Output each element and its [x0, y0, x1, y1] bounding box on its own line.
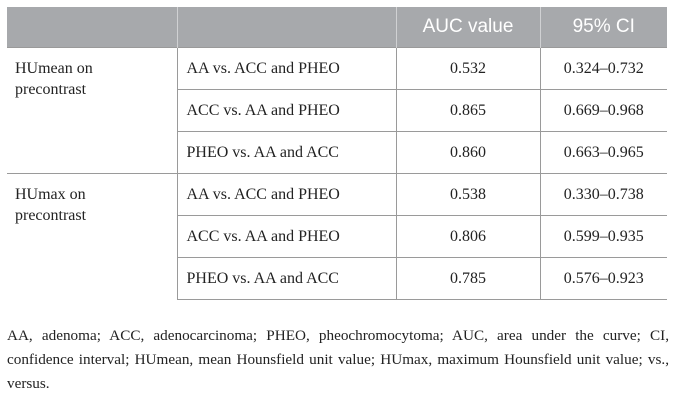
- auc-value-cell: 0.865: [396, 90, 540, 132]
- group-label-humax: HUmax on precontrast: [7, 174, 177, 300]
- ci-cell: 0.669–0.968: [540, 90, 667, 132]
- table-row: [7, 174, 667, 216]
- group-label-humean: HUmean on precontrast: [7, 48, 177, 174]
- header-row: [7, 7, 667, 48]
- comparison-cell: ACC vs. AA and PHEO: [177, 216, 396, 258]
- comparison-cell: AA vs. ACC and PHEO: [177, 174, 396, 216]
- header-cell-auc: AUC value: [396, 7, 540, 48]
- auc-value-cell: 0.785: [396, 258, 540, 300]
- comparison-cell: PHEO vs. AA and ACC: [177, 258, 396, 300]
- results-table-container: [7, 7, 667, 300]
- ci-cell: 0.324–0.732: [540, 48, 667, 90]
- ci-cell: 0.330–0.738: [540, 174, 667, 216]
- table-body: [7, 48, 667, 300]
- auc-value-cell: 0.538: [396, 174, 540, 216]
- auc-value-cell: 0.860: [396, 132, 540, 174]
- table-header: [7, 7, 667, 48]
- auc-value-cell: 0.806: [396, 216, 540, 258]
- comparison-cell: PHEO vs. AA and ACC: [177, 132, 396, 174]
- ci-cell: 0.663–0.965: [540, 132, 667, 174]
- table-row: [7, 48, 667, 90]
- ci-cell: 0.576–0.923: [540, 258, 667, 300]
- ci-cell: 0.599–0.935: [540, 216, 667, 258]
- header-cell-comparison: [177, 7, 396, 48]
- comparison-cell: AA vs. ACC and PHEO: [177, 48, 396, 90]
- comparison-cell: ACC vs. AA and PHEO: [177, 90, 396, 132]
- auc-value-cell: 0.532: [396, 48, 540, 90]
- table-footnote: AA, adenoma; ACC, adenocarcinoma; PHEO, pheochromocytoma; AUC, area under the curve; CI, confidence interval; HUmean, mean Hounsfield unit value; HUmax, maximum Hounsfield unit value; vs., versus.: [7, 327, 669, 392]
- header-cell-measure: [7, 7, 177, 48]
- auc-results-table: [7, 7, 667, 300]
- header-cell-ci: 95% CI: [540, 7, 667, 48]
